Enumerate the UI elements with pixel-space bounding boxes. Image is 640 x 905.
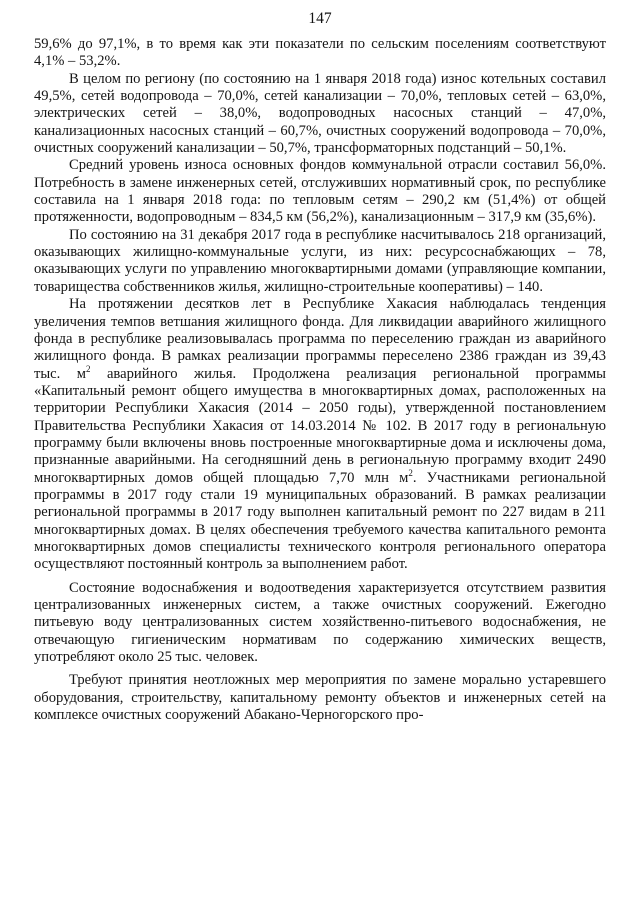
paragraph-text: По состоянию на 31 декабря 2017 года в республике насчитывалось 218 организаций, оказывающих жилищно-коммунальные услуги, из них: ресурсоснабжающих – 78, оказывающих услуги по управлению многоквартирными домами (управляющие компании, товарищества собственников жилья, жилищно-строительные кооперативы) – 140. xyxy=(34,226,606,295)
paragraph-continuation xyxy=(34,36,606,71)
paragraph-wear-by-region xyxy=(34,71,606,158)
paragraph-text: Средний уровень износа основных фондов коммунальной отрасли составил 56,0%. Потребность в замене инженерных сетей, отслуживших нормативный срок, по республике составила на 1 января 2018 года: по тепловым сетям – 290,2 км (51,4%) от общей протяженности, водопроводным – 834,5 км (56,2%), канализационным – 317,9 км (35,6%). xyxy=(34,157,606,226)
paragraph-text-part: На протяжении десятков лет в Республике Хакасия наблюдалась тенденция увеличения темпов ветшания жилищного фонда. Для ликвидации аварийного жилищного фонда в республике реализовывалась программа по переселению граждан из аварийного жилищного фонда. В рамках реализации программы переселено 2386 граждан из 39,43 тыс. м xyxy=(34,296,606,382)
paragraph-water-supply xyxy=(34,580,606,667)
paragraph-organizations xyxy=(34,227,606,296)
superscript: 2 xyxy=(86,363,91,374)
paragraph-text: В целом по региону (по состоянию на 1 января 2018 года) износ котельных составил 49,5%, сетей водопровода – 70,0%, сетей канализации – 70,0%, тепловых сетей – 63,0%, электрических сетей – 38,0%, водопроводных насосных станций – 47,0%, канализационных насосных станций – 60,7%, очистных сооружений водопровода – 70,0%, очистных сооружений канализации – 50,7%, трансформаторных подстанций – 50,1%. xyxy=(34,70,606,157)
document-page xyxy=(34,0,606,905)
superscript: 2 xyxy=(408,467,413,478)
paragraph-text-part: . Участниками региональной программы в 2017 году стали 19 муниципальных образований. В рамках реализации региональной программы в 2017 году выполнен капитальный ремонт по 227 видам в 211 многоквартирных домах. В целях обеспечения требуемого качества капитального ремонта многоквартирных домов специалисты технического контроля регионального оператора осуществляют постоянный контроль за выполнением работ. xyxy=(34,469,606,573)
paragraph-average-wear xyxy=(34,157,606,226)
paragraph-housing-program xyxy=(34,296,606,574)
paragraph-text: Требуют принятия неотложных мер мероприятия по замене морально устаревшего оборудования, строительству, капитальному ремонту объектов и инженерных сетей на комплексе очистных сооружений Абакано-Черногорского про- xyxy=(34,672,606,724)
page-number: 147 xyxy=(308,10,332,27)
paragraph-urgent-measures xyxy=(34,672,606,724)
paragraph-text: Состояние водоснабжения и водоотведения характеризуется отсутствием развития централизованных инженерных систем, а также очистных сооружений. Ежегодно питьевую воду централизованных систем хозяйственно-питьевого водоснабжения, не отвечающую гигиеническим нормативам по содержанию химических веществ, употребляют около 25 тыс. человек. xyxy=(34,579,606,666)
paragraph-text: 59,6% до 97,1%, в то время как эти показатели по сельским поселениям соответствуют 4,1% – 53,2%. xyxy=(34,36,606,70)
paragraph-text-part: аварийного жилья. Продолжена реализация региональной программы «Капитальный ремонт общего имущества в многоквартирных домах, расположенных на территории Республики Хакасия (2014 – 2050 годы), утвержденной постановлением Правительства Республики Хакасия от 14.03.2014 № 102. В 2017 году в региональную программу были включены вновь построенные многоквартирные дома и исключены дома, признанные аварийными. На сегодняшний день в региональную программу входит 2490 многоквартирных домов общей площадью 7,70 млн м xyxy=(34,365,606,486)
